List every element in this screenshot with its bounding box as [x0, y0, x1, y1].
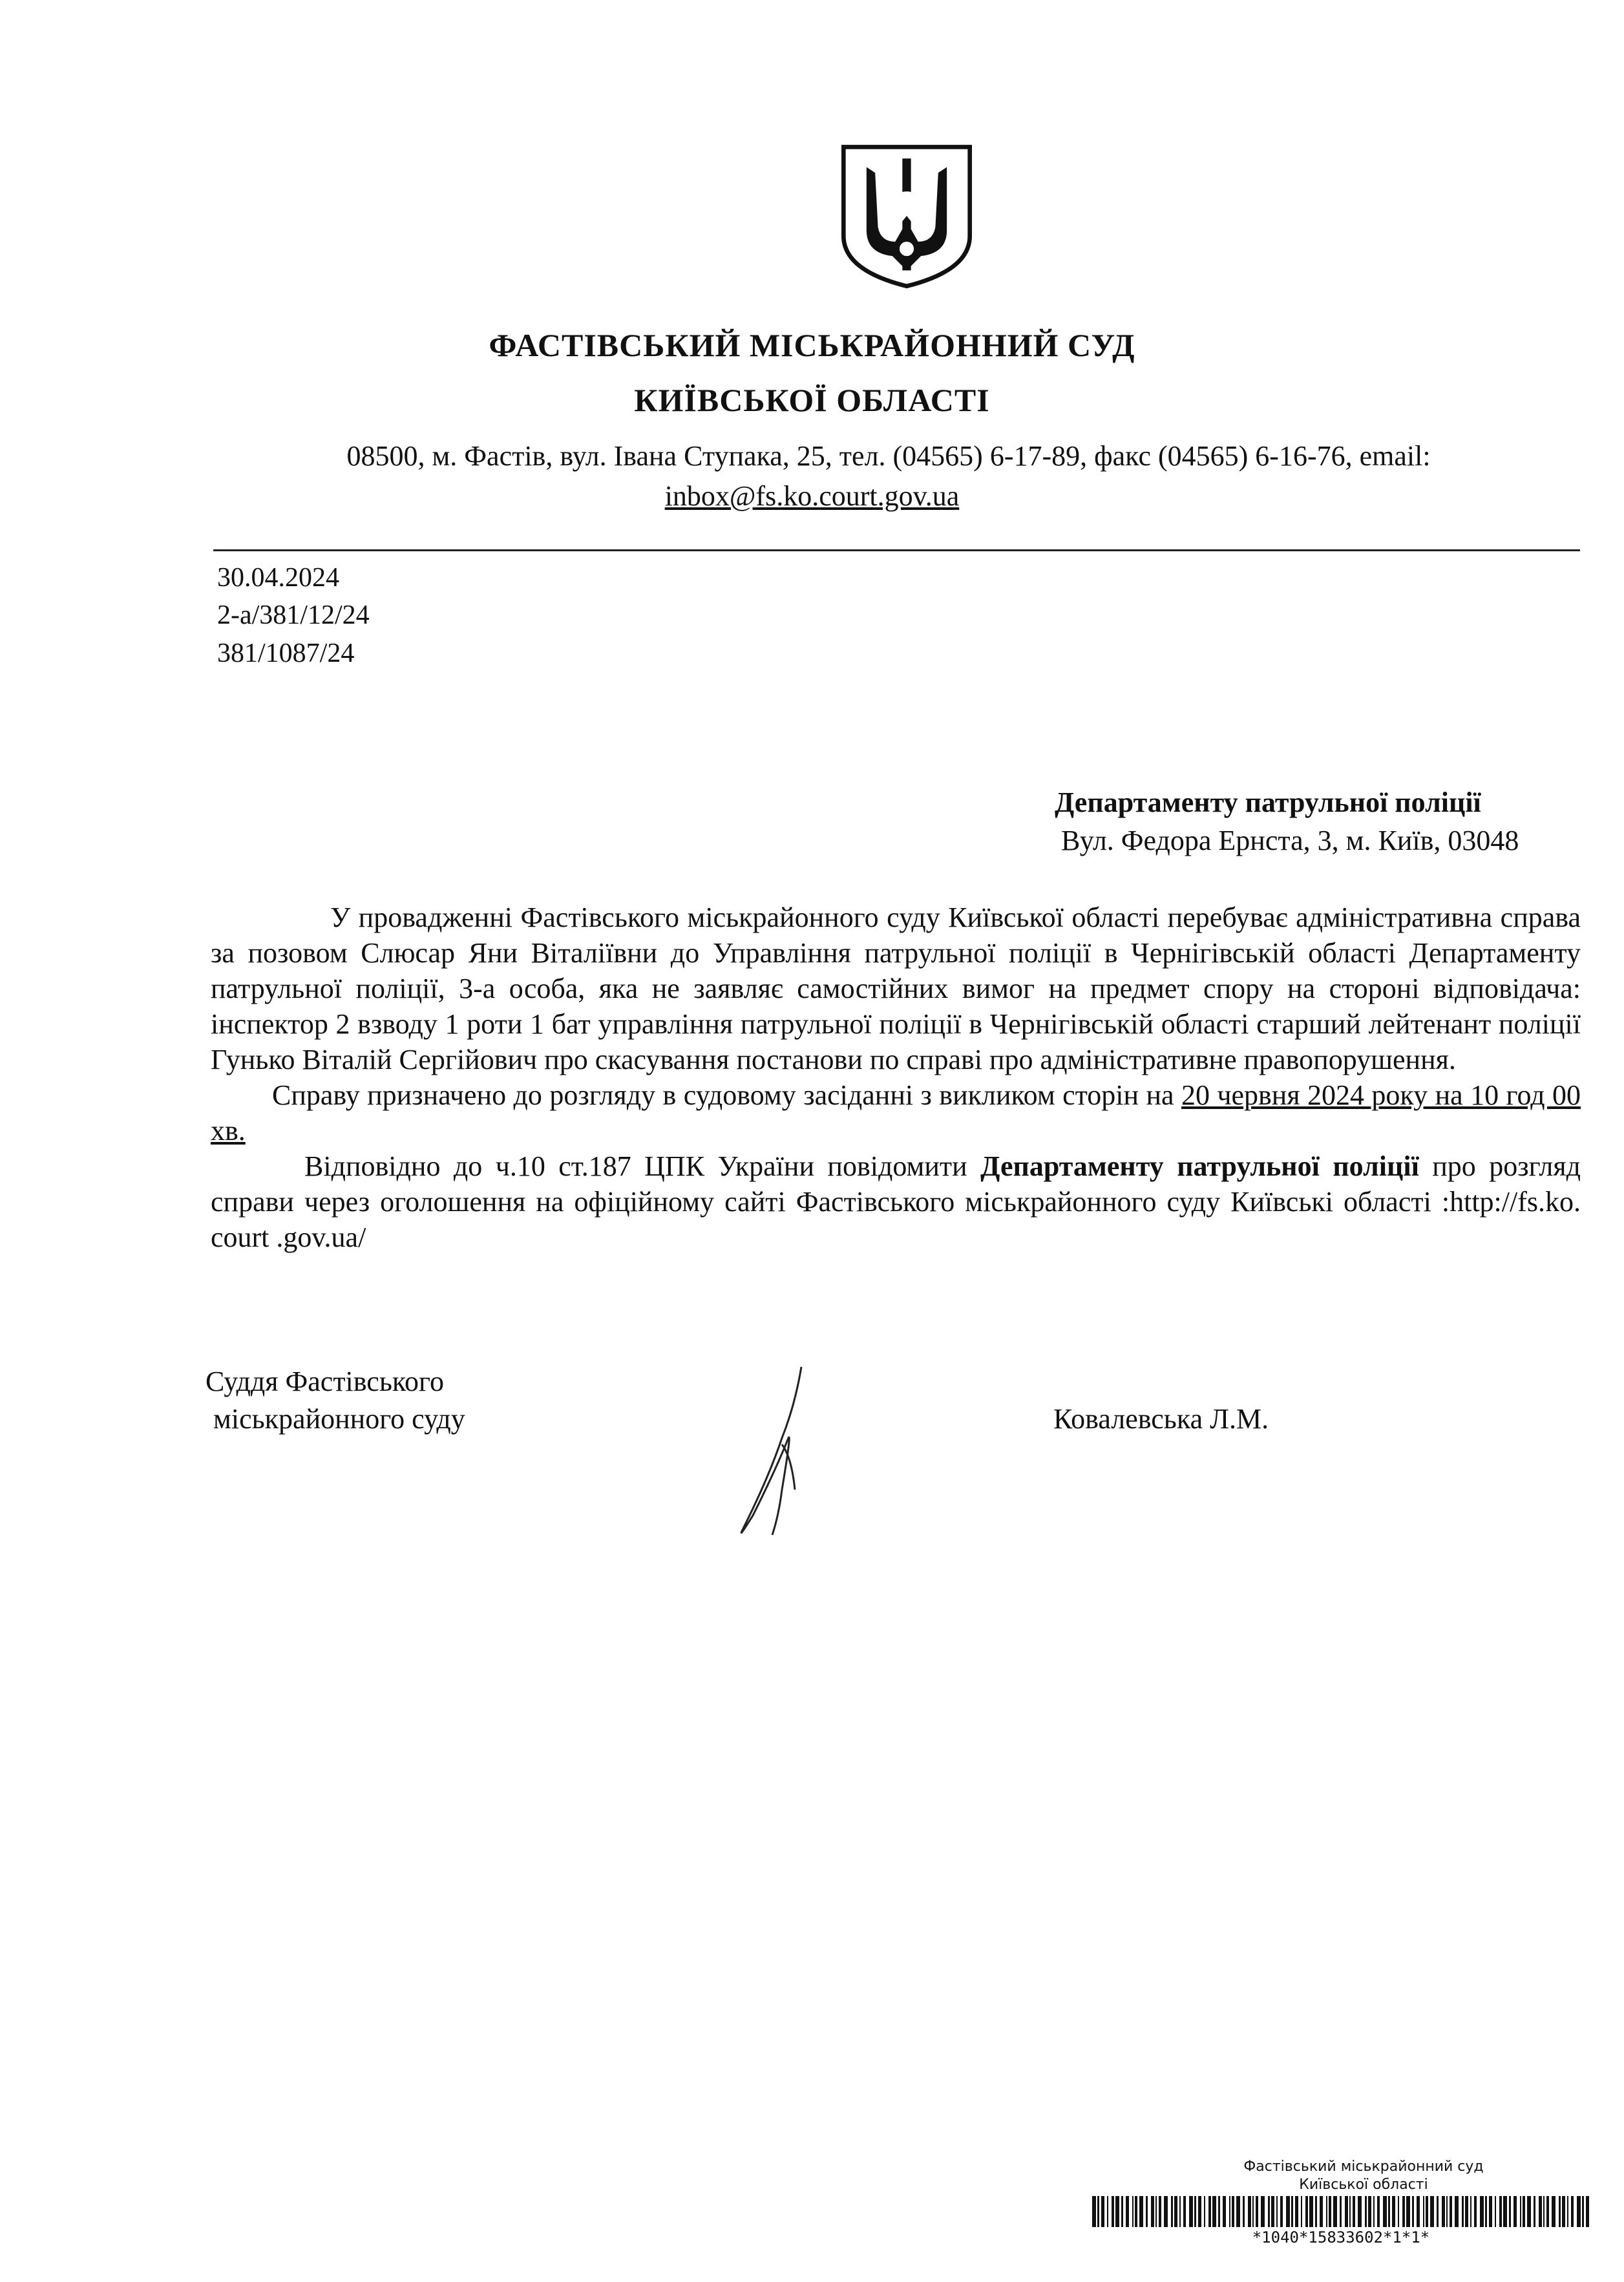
letter-body [211, 900, 1581, 1255]
judge-title-line2: міськрайонного суду [213, 1403, 465, 1435]
court-name: ФАСТІВСЬКИЙ МІСЬКРАЙОННИЙ СУД [489, 327, 1135, 363]
letterhead-divider [213, 549, 1580, 551]
letter-date: 30.04.2024 [217, 563, 339, 593]
notification-text: Відповідно до ч.10 ст.187 ЦПК України повідомити [304, 1150, 967, 1182]
handwritten-signature [717, 1360, 834, 1554]
paragraph-case-description: У провадженні Фастівського міськрайонного суду Київської області перебуває адміністративна справа за позовом Слюсар Яни Віталіївни до Управління патрульної поліції в Чернігівській області Департаменту патрульної поліції, 3-а особа, яка не заявляє самостійних вимог на предмет спору на стороні відповідача: інспектор 2 взводу 1 роти 1 бат управління патрульної поліції в Чернігівській області старший лейтенант поліції Гунько Віталій Сергійович про скасування постанови по справі про адміністративне правопорушення. [211, 902, 1581, 1075]
hearing-date: 20 червня 2024 року на 10 год 00 хв. [211, 1079, 1581, 1146]
document-barcode [1092, 2196, 1590, 2227]
judge-title-line1: Суддя Фастівського [206, 1366, 444, 1397]
stamp-region: Київської області [1299, 2177, 1428, 2193]
stamp-court-name: Фастівський міськрайонний суд [1243, 2159, 1484, 2175]
barcode-number: *1040*15833602*1*1* [1252, 2228, 1430, 2246]
hearing-text: Справу призначено до розгляду в судовому засіданні з викликом сторін на [272, 1079, 1174, 1111]
court-address: 08500, м. Фастів, вул. Івана Ступака, 25, тел. (04565) 6-17-89, факс (04565) 6-16-76, email: [346, 440, 1431, 472]
recipient-name: Департаменту патрульної поліції [1055, 787, 1481, 818]
notification-recipient: Департаменту патрульної поліції [980, 1150, 1419, 1182]
court-email: inbox@fs.ko.court.gov.ua [664, 480, 960, 512]
paragraph-notification [211, 1148, 1581, 1255]
trident-coat-of-arms-icon [835, 141, 978, 291]
outgoing-number: 381/1087/24 [217, 639, 355, 668]
recipient-address: Вул. Федора Ернста, 3, м. Київ, 03048 [1061, 825, 1519, 856]
court-email-line [0, 480, 1624, 512]
case-number: 2-а/381/12/24 [217, 600, 370, 630]
paragraph-hearing [211, 1077, 1581, 1148]
judge-name: Ковалевська Л.М. [1053, 1403, 1269, 1435]
court-region: КИЇВСЬКОЇ ОБЛАСТІ [634, 382, 990, 418]
notification-suffix: про розгляд справи через оголошення на офіційному сайті Фастівського міськрайонного суду Київські області :http://fs.ko. court .gov.ua/ [211, 1150, 1581, 1253]
